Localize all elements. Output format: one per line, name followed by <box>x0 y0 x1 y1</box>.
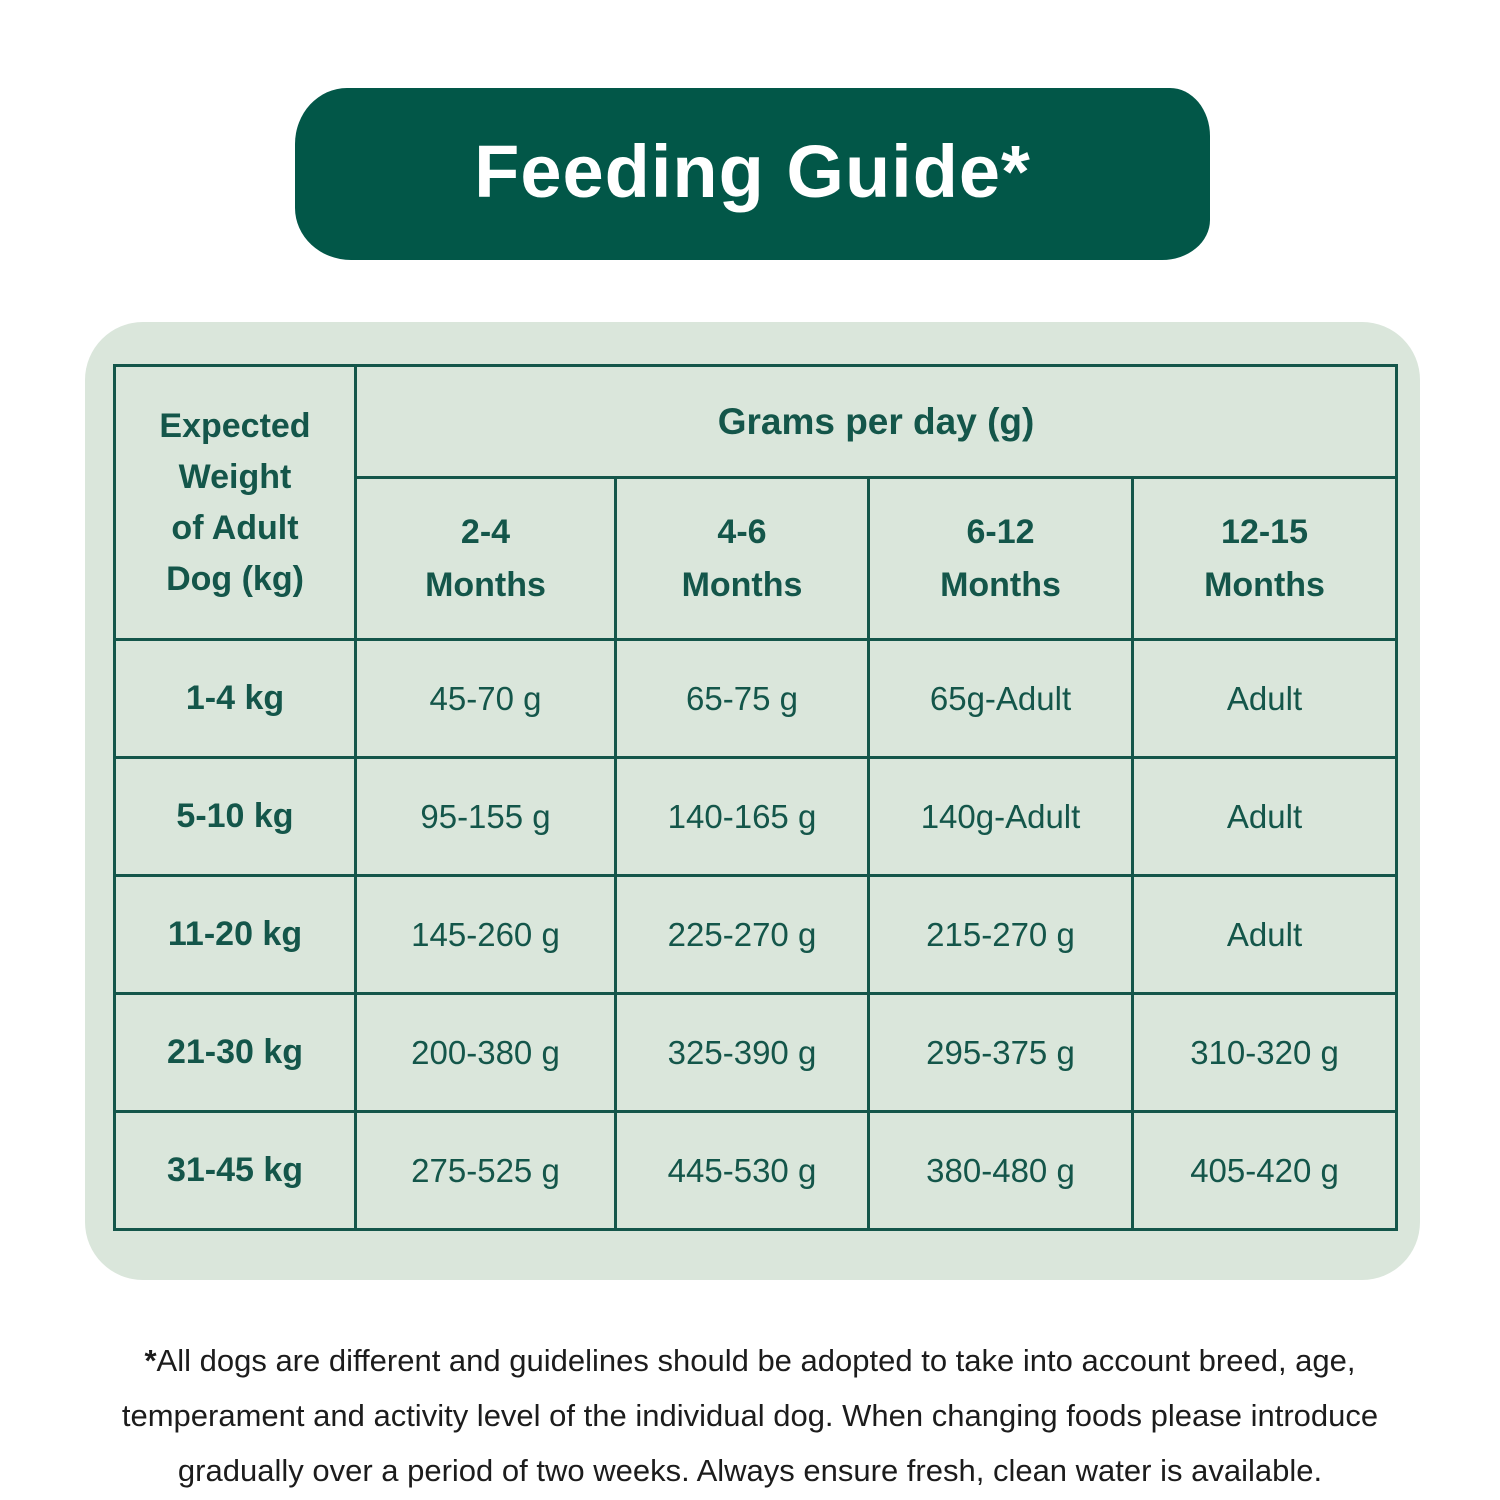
value-cell: 380-480 g <box>869 1112 1133 1230</box>
table-row <box>115 1112 1397 1230</box>
value-cell: 65-75 g <box>616 640 869 758</box>
value-cell: 140g-Adult <box>869 758 1133 876</box>
age-range: 12-15 <box>1221 512 1308 551</box>
age-unit: Months <box>425 565 546 604</box>
corner-header-line: Dog (kg) <box>166 559 304 598</box>
value-cell: 145-260 g <box>356 876 616 994</box>
group-header-row <box>115 366 1397 478</box>
value-cell: 95-155 g <box>356 758 616 876</box>
value-cell: Adult <box>1133 758 1397 876</box>
corner-header-line: Weight <box>178 457 292 496</box>
value-cell: 405-420 g <box>1133 1112 1397 1230</box>
table-row <box>115 994 1397 1112</box>
age-column-header-6-12 <box>869 478 1133 640</box>
value-cell: 215-270 g <box>869 876 1133 994</box>
page-title: Feeding Guide* <box>474 129 1031 213</box>
value-cell: 310-320 g <box>1133 994 1397 1112</box>
age-column-header-2-4 <box>356 478 616 640</box>
table-row <box>115 758 1397 876</box>
weight-cell: 5-10 kg <box>115 758 356 876</box>
value-cell: 45-70 g <box>356 640 616 758</box>
feeding-guide-table <box>113 364 1398 1231</box>
value-cell: Adult <box>1133 640 1397 758</box>
age-unit: Months <box>940 565 1061 604</box>
value-cell: 295-375 g <box>869 994 1133 1112</box>
age-range: 4-6 <box>717 512 767 551</box>
title-banner <box>295 88 1210 260</box>
footnote <box>80 1333 1420 1499</box>
value-cell: 225-270 g <box>616 876 869 994</box>
weight-cell: 21-30 kg <box>115 994 356 1112</box>
corner-header-cell <box>115 366 356 640</box>
age-column-header-12-15 <box>1133 478 1397 640</box>
weight-cell: 1-4 kg <box>115 640 356 758</box>
age-range: 2-4 <box>460 512 511 551</box>
weight-cell: 31-45 kg <box>115 1112 356 1230</box>
age-unit: Months <box>681 565 803 604</box>
age-unit: Months <box>1204 565 1325 604</box>
value-cell: 325-390 g <box>616 994 869 1112</box>
corner-header-line: of Adult <box>171 508 299 547</box>
value-cell: 275-525 g <box>356 1112 616 1230</box>
value-cell: 65g-Adult <box>869 640 1133 758</box>
weight-cell: 11-20 kg <box>115 876 356 994</box>
grams-per-day-header: Grams per day (g) <box>356 366 1397 478</box>
value-cell: 140-165 g <box>616 758 869 876</box>
table-row <box>115 640 1397 758</box>
age-column-header-4-6 <box>616 478 869 640</box>
value-cell: Adult <box>1133 876 1397 994</box>
corner-header-line: Expected <box>159 406 311 445</box>
footnote-asterisk: * <box>144 1343 157 1378</box>
table-row <box>115 876 1397 994</box>
footnote-text: All dogs are different and guidelines should be adopted to take into account breed, age, temperament and activity level of the individual dog. When changing foods please introduce gradually over a period of two weeks. Always ensure fresh, clean water is available. <box>121 1343 1379 1489</box>
value-cell: 445-530 g <box>616 1112 869 1230</box>
value-cell: 200-380 g <box>356 994 616 1112</box>
age-range: 6-12 <box>966 512 1035 551</box>
